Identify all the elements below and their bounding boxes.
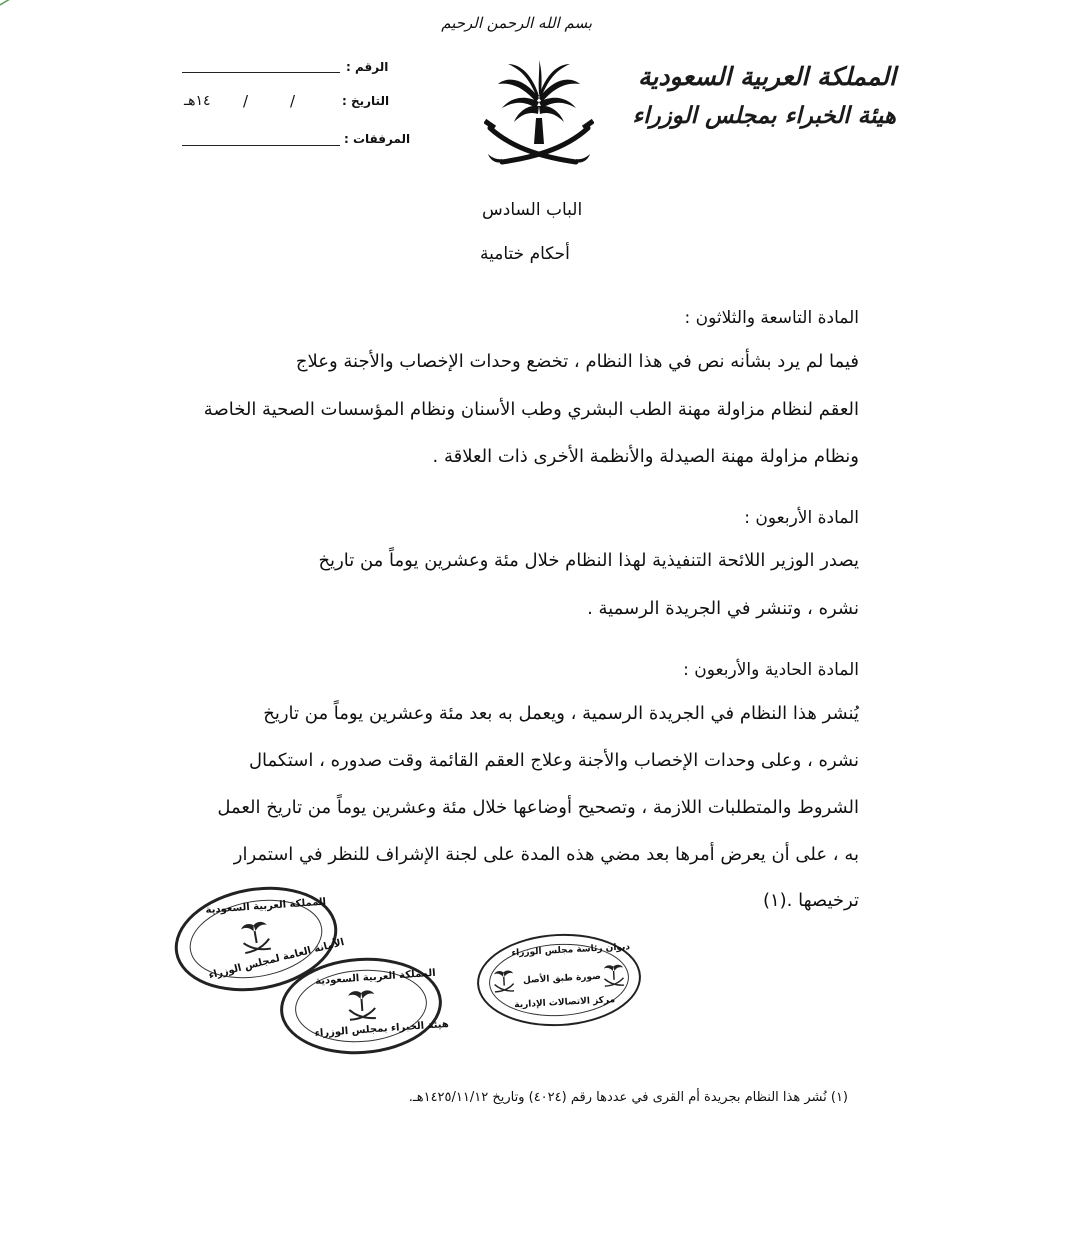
article-41-line-1: يُنشر هذا النظام في الجريدة الرسمية ، ويعمل به بعد مئة وعشرين يوماً من تاريخ bbox=[263, 703, 859, 724]
article-40-line-2: نشره ، وتنشر في الجريدة الرسمية . bbox=[587, 598, 859, 619]
date-slash-2: / bbox=[290, 92, 296, 110]
stamp-true-copy bbox=[475, 930, 644, 1030]
stamp-1-bottom-text: الأمانة العامة لمجلس الوزراء bbox=[207, 937, 346, 982]
date-year: ١٤هـ bbox=[184, 93, 211, 109]
article-39-line-3: ونظام مزاولة مهنة الصيدلة والأنظمة الأخرى ذات العلاقة . bbox=[432, 446, 859, 467]
article-41-line-4: به ، على أن يعرض أمرها بعد مضي هذه المدة على لجنة الإشراف للنظر في استمرار bbox=[233, 844, 859, 865]
article-40-title: المادة الأربعون : bbox=[744, 508, 859, 528]
article-41-title: المادة الحادية والأربعون : bbox=[683, 660, 859, 680]
article-39-line-2: العقم لنظام مزاولة مهنة الطب البشري وطب الأسنان ونظام المؤسسات الصحية الخاصة bbox=[203, 399, 859, 420]
org-line-kingdom: المملكة العربية السعودية bbox=[637, 62, 896, 91]
stamp-3-top-text: ديوان رئاسة مجلس الوزراء bbox=[511, 942, 631, 959]
chapter-title: الباب السادس bbox=[482, 200, 583, 220]
footnote: (١) نُشر هذا النظام بجريدة أم القرى في عددها رقم (٤٠٢٤) وتاريخ ١٤٢٥/١١/١٢هـ. bbox=[408, 1090, 848, 1105]
ref-number-line bbox=[182, 72, 340, 73]
article-39-line-1: فيما لم يرد بشأنه نص في هذا النظام ، تخضع وحدات الإخصاب والأجنة وعلاج bbox=[295, 351, 859, 372]
article-40-line-1: يصدر الوزير اللائحة التنفيذية لهذا النظام خلال مئة وعشرين يوماً من تاريخ bbox=[318, 550, 859, 571]
stamp-3-emblem-left-icon bbox=[492, 968, 515, 995]
stamp-3-emblem-right-icon bbox=[602, 963, 625, 990]
basmala: بسم الله الرحمن الرحيم bbox=[441, 14, 592, 32]
article-41-line-5: ترخيصها .(١) bbox=[762, 890, 859, 911]
ref-number-label: الرقم : bbox=[346, 60, 389, 74]
date-label: التاريخ : bbox=[342, 94, 390, 108]
stamp-2-emblem-icon bbox=[346, 988, 378, 1024]
stamp-3-middle-text: صورة طبق الأصل bbox=[522, 971, 602, 986]
article-39-title: المادة التاسعة والثلاثون : bbox=[684, 308, 859, 328]
stamp-3-bottom-text: مركز الاتصالات الإدارية bbox=[514, 995, 616, 1011]
org-line-experts-commission: هيئة الخبراء بمجلس الوزراء bbox=[632, 102, 896, 129]
corner-check-mark bbox=[0, 0, 12, 8]
article-41-line-2: نشره ، وعلى وحدات الإخصاب والأجنة وعلاج العقم القائمة وقت صدوره ، استكمال bbox=[248, 750, 859, 771]
chapter-subtitle: أحكام ختامية bbox=[480, 244, 570, 264]
saudi-emblem-icon bbox=[484, 58, 594, 174]
attachments-line bbox=[182, 145, 340, 146]
stamp-2-bottom-text: هيئة الخبراء بمجلس الوزراء bbox=[314, 1018, 450, 1040]
attachments-label: المرفقات : bbox=[344, 132, 411, 146]
article-41-line-3: الشروط والمتطلبات اللازمة ، وتصحيح أوضاعها خلال مئة وعشرين يوماً من تاريخ العمل bbox=[217, 797, 859, 818]
stamp-2-top-text: المملكة العربية السعودية bbox=[314, 967, 436, 988]
stamp-1-emblem-icon bbox=[238, 919, 273, 958]
stamp-1-top-text: المملكة العربية السعودية bbox=[205, 896, 327, 916]
date-slash-1: / bbox=[243, 92, 249, 110]
